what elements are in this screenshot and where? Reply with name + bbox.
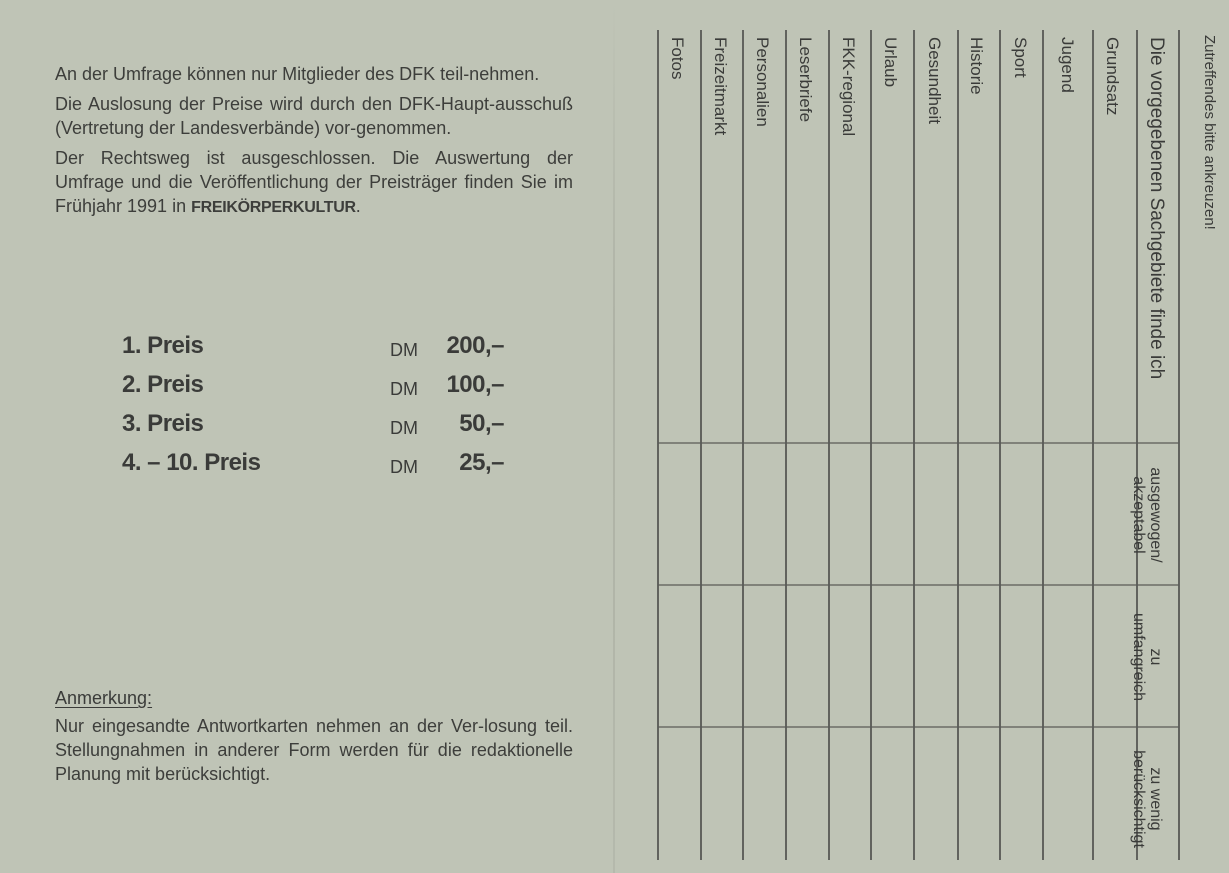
- note-text: Nur eingesandte Antwortkarten nehmen an der Ver-losung teil. Stellungnahmen in anderer Form werden für die redaktionelle Planung mit berücksichtigt.: [55, 716, 573, 784]
- prize-label: 2. Preis: [122, 371, 204, 398]
- magazine-title: FREIKÖRPERKULTUR: [191, 199, 356, 216]
- prize-label: 4. – 10. Preis: [122, 449, 261, 476]
- column-header-balanced: ausgewogen/ akzeptabel: [1130, 467, 1164, 563]
- prize-amount: 100,–: [446, 371, 504, 398]
- prize-amount: 50,–: [459, 410, 504, 437]
- note-title: Anmerkung:: [55, 688, 153, 708]
- prize-label: 1. Preis: [122, 332, 204, 359]
- category-freizeitmarkt: Freizeitmarkt: [711, 37, 730, 136]
- prize-label: 3. Preis: [122, 410, 204, 437]
- category-fotos: Fotos: [668, 37, 687, 80]
- category-historie: Historie: [967, 37, 986, 95]
- category-grundsatz: Grundsatz: [1103, 37, 1122, 116]
- category-jugend: Jugend: [1058, 37, 1077, 93]
- legal-end: .: [355, 196, 361, 216]
- category-leserbriefe: Leserbriefe: [796, 37, 815, 123]
- instruction-text: Zutreffendes bitte ankreuzen!: [1201, 35, 1218, 230]
- category-fkk-regional: FKK-regional: [839, 37, 858, 137]
- column-header-too-little: zu wenig berücksichtigt: [1130, 750, 1164, 848]
- legal-text: Der Rechtsweg ist ausgeschlossen. Die Auswertung der Umfrage und die Veröffentlichung der Preisträger finden Sie im Frühjahr 1991 in: [55, 148, 573, 216]
- category-sport: Sport: [1011, 37, 1030, 78]
- category-personalien: Personalien: [753, 37, 772, 127]
- prize-currency: DM: [390, 340, 418, 360]
- draw-paragraph: Die Auslosung der Preise wird durch den DFK-Haupt-ausschuß (Vertretung der Landesverbände) vor-genommen.: [55, 94, 573, 138]
- prize-currency: DM: [390, 457, 418, 477]
- prize-amount: 25,–: [459, 449, 504, 476]
- prize-currency: DM: [390, 379, 418, 399]
- category-gesundheit: Gesundheit: [925, 37, 944, 124]
- prize-amount: 200,–: [446, 332, 504, 359]
- prize-currency: DM: [390, 418, 418, 438]
- category-urlaub: Urlaub: [881, 37, 900, 88]
- column-header-too-extensive: zu umfangreich: [1130, 612, 1164, 702]
- table-heading: Die vorgegebenen Sachgebiete finde ich: [1146, 37, 1167, 380]
- membership-paragraph: An der Umfrage können nur Mitglieder des DFK teil-nehmen.: [55, 64, 540, 84]
